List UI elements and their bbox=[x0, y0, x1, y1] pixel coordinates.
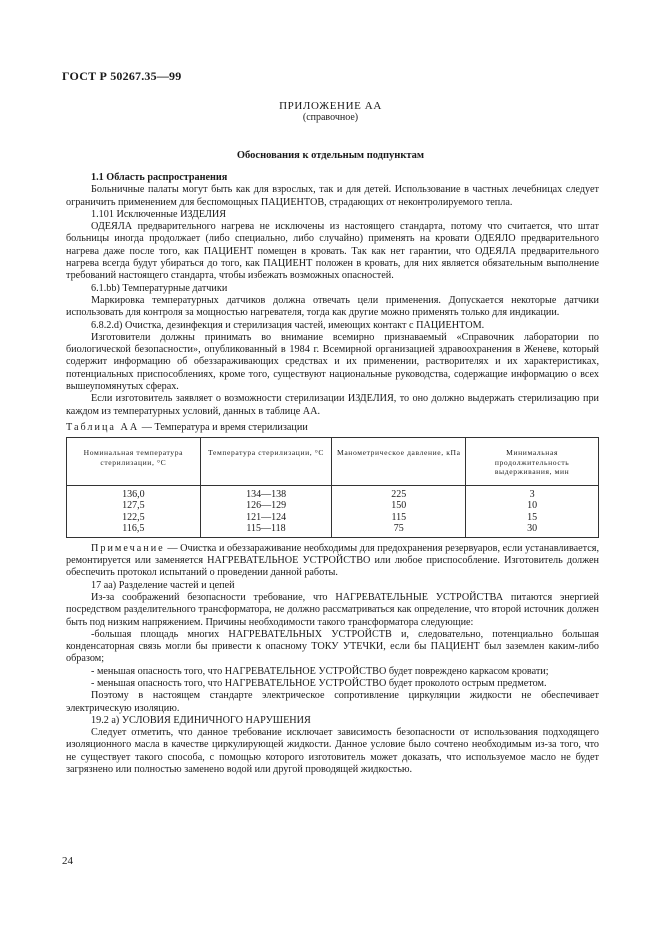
table-cell: 116,5 bbox=[67, 523, 201, 537]
paragraph: Если изготовитель заявляет о возможности стерилизации ИЗДЕЛИЯ, то оно должно выдержать стерилизацию при каждом из температурных условий, данных в таблице АА. bbox=[66, 393, 599, 417]
table-header-row bbox=[67, 438, 599, 486]
paragraph: Поэтому в настоящем стандарте электрическое сопротивление циркуляции жидкости не обеспечивает электрическую изоляцию. bbox=[66, 690, 599, 714]
table-cell: 122,5 bbox=[67, 512, 201, 524]
section-title: Обоснования к отдельным подпунктам bbox=[236, 150, 425, 161]
table-row bbox=[67, 485, 599, 500]
table-row bbox=[67, 523, 599, 537]
table-cell: 15 bbox=[466, 512, 599, 524]
paragraph: Следует отметить, что данное требование исключает зависимость безопасности от использования подходящего изоляционного масла в качестве циркулирующей жидкости. Данное условие было сочтено необходимым из-за того, что не существует такого способа, с помощью которого изготовитель может доказать, что используемое масло не будет загрязнено или полностью заменено водой или другой проводящей жидкостью. bbox=[66, 727, 599, 776]
clause-heading: 1.1 Область распространения bbox=[91, 172, 228, 183]
note-text: — Очистка и обеззараживание необходимы для предохранения резервуаров, если устанавливается, ремонтируется или заменяется НАГРЕВАТЕЛЬНОЕ УСТРОЙСТВО или любое приспособление. Изготовитель должен обеспечить протокол испытаний о проведении данной работы. bbox=[66, 542, 599, 579]
paragraph: Маркировка температурных датчиков должна отвечать цели применения. Допускается некоторые датчики использовать для контроля за мощностью нагревателя, тогда как другие можно применять только для индикации. bbox=[66, 294, 599, 319]
paragraph: Изготовители должны принимать во внимание всемирно признаваемый «Справочник лаборатории по биологической безопасности», опубликованный в 1984 г. Всемирной организацией здравоохранения в Женеве, который содержит информацию об обеззараживающих средствах и их применении, растворителях и их характеристиках, потенциальных приспособлениях, кроме того, существуют национальные руководства, содержащие информацию о всех вышеупомянутых сферах. bbox=[66, 331, 599, 393]
table-header-cell: Номинальная температура стерилизации, °С bbox=[67, 438, 201, 486]
list-item: - меньшая опасность того, что НАГРЕВАТЕЛЬНОЕ УСТРОЙСТВО будет повреждено каркасом кровати; bbox=[91, 665, 549, 677]
clause-heading: 17 аа) Разделение частей и цепей bbox=[91, 579, 235, 591]
table-cell: 30 bbox=[466, 523, 599, 537]
list-item: - меньшая опасность того, что НАГРЕВАТЕЛЬНОЕ УСТРОЙСТВО будет проколото острым предметом. bbox=[91, 678, 547, 689]
table-cell: 150 bbox=[332, 500, 466, 512]
list-item: -большая площадь многих НАГРЕВАТЕЛЬНЫХ УСТРОЙСТВ и, следовательно, потенциально большая конденсаторная связь могли бы привести к опасному ТОКУ УТЕЧКИ, если бы ПАЦИЕНТ был заземлен каким-либо образом; bbox=[66, 628, 599, 665]
table-cell: 3 bbox=[466, 485, 599, 500]
table-cell: 121—124 bbox=[200, 512, 332, 524]
table-caption-label: Таблица АА bbox=[66, 421, 140, 433]
table-cell: 225 bbox=[332, 485, 466, 500]
table-header-cell: Минимальная продолжительность выдерживания, мин bbox=[466, 438, 599, 486]
table-cell: 126—129 bbox=[200, 500, 332, 512]
note-label: Примечание bbox=[91, 542, 165, 554]
appendix-title: ПРИЛОЖЕНИЕ АА bbox=[279, 100, 382, 112]
table-cell: 127,5 bbox=[67, 500, 201, 512]
table-header-cell: Температура стерилизации, °С bbox=[200, 438, 332, 486]
clause-heading: 6.1.bb) Температурные датчики bbox=[91, 282, 228, 294]
table-cell: 134—138 bbox=[200, 485, 332, 500]
table-cell: 136,0 bbox=[67, 485, 201, 500]
clause-heading: 19.2 а) УСЛОВИЯ ЕДИНИЧНОГО НАРУШЕНИЯ bbox=[91, 714, 311, 726]
paragraph: Из-за соображений безопасности требование, что НАГРЕВАТЕЛЬНЫЕ УСТРОЙСТВА питаются энергией посредством разделительного трансформатора, не должно рассматриваться как определение, что второй источник должен быть под низким напряжением. Причины необходимости такого трансформатора следующие: bbox=[66, 591, 599, 628]
table-cell: 10 bbox=[466, 500, 599, 512]
table-note bbox=[66, 543, 599, 580]
table-caption-text: — Температура и время стерилизации bbox=[139, 421, 308, 433]
clause-heading: 1.101 Исключенные ИЗДЕЛИЯ bbox=[91, 208, 227, 220]
page-number: 24 bbox=[62, 855, 73, 867]
sterilization-table bbox=[66, 437, 599, 538]
table-cell: 115 bbox=[332, 512, 466, 524]
table-header-cell: Манометрическое давление, кПа bbox=[332, 438, 466, 486]
paragraph: Больничные палаты могут быть как для взрослых, так и для детей. Использование в частных лечебницах следует ограничить применением для беспомощных ПАЦИЕНТОВ, страдающих от неконтролируемого тепла. bbox=[66, 184, 599, 208]
table-caption bbox=[66, 422, 599, 434]
table-cell: 115—118 bbox=[200, 523, 332, 537]
paragraph: ОДЕЯЛА предварительного нагрева не исключены из настоящего стандарта, потому что считается, что штат больницы иногда продолжает (либо специально, либо случайно) применять на кровати ОДЕЯЛО предварительного нагрева даже после того, как ПАЦИЕНТ помещен в кровать. Так как нет гарантии, что ОДЕЯЛА предварительного нагрева всегда будут убираться до того, как ПАЦИЕНТ положен в кровать, для них является обязательным выполнение требований настоящего стандарта, чтобы избежать возможных опасностей. bbox=[66, 221, 599, 282]
document-code: ГОСТ Р 50267.35—99 bbox=[62, 69, 182, 83]
table-row bbox=[67, 512, 599, 524]
body-text bbox=[66, 172, 599, 776]
appendix-subtitle: (справочное) bbox=[302, 112, 359, 123]
table-cell: 75 bbox=[332, 523, 466, 537]
table-row bbox=[67, 500, 599, 512]
clause-heading: 6.8.2.d) Очистка, дезинфекция и стерилизация частей, имеющих контакт с ПАЦИЕНТОМ. bbox=[91, 319, 485, 331]
